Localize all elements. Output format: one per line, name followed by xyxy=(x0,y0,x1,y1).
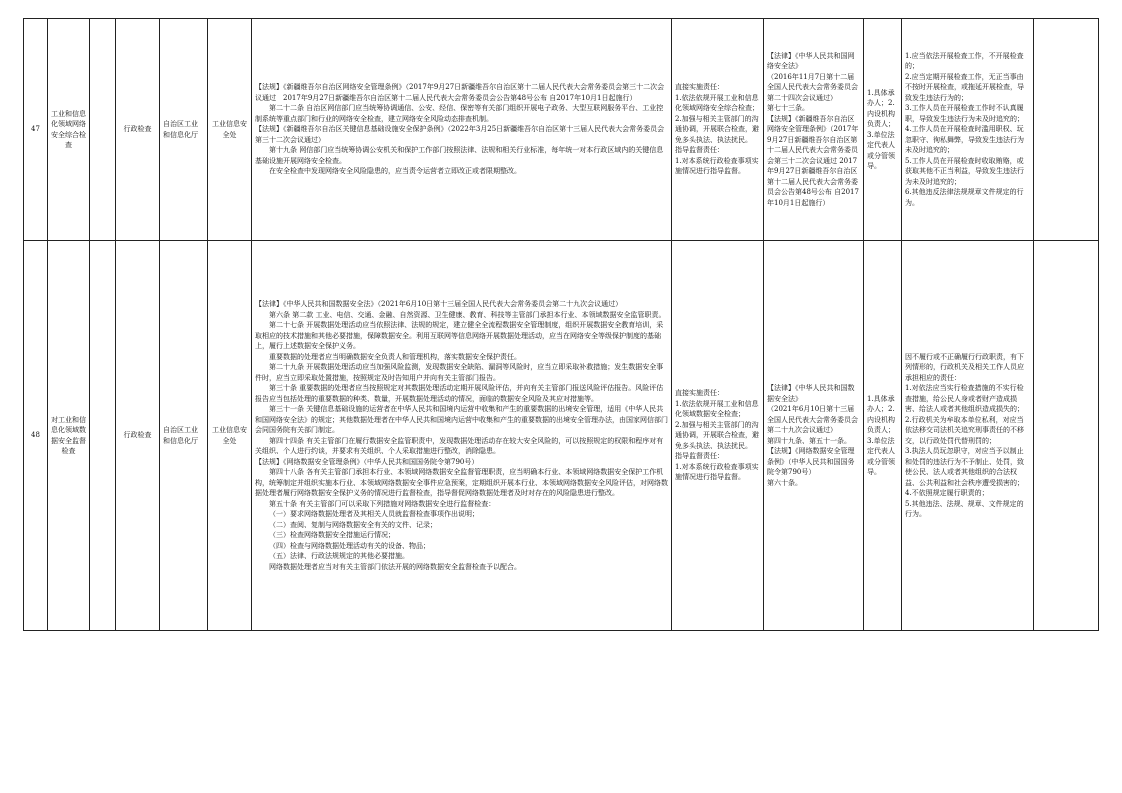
accountability-line: 3.执法人员玩忽职守，对应当予以制止和处罚的违法行为不予制止、处罚，致使公民、法人或者其他组织的合法权益、公共利益和社会秩序遭受损害的； xyxy=(905,447,1024,487)
duty-line: 直接实施责任： xyxy=(675,389,724,398)
duty-basis-line: 【法规】《网络数据安全管理条例》（中华人民共和国国务院令第790号） xyxy=(767,447,855,476)
responsibility xyxy=(672,19,764,241)
accountability-line: 2.应当定期开展检查工作，无正当事由不按时开展检查，或拖延开展检查，导致发生违法行为的； xyxy=(905,72,1024,102)
table-row xyxy=(24,241,1099,631)
sub-item xyxy=(90,19,116,241)
accountability-line: 1.对依法应当实行检查措施的不实行检查措施，给公民人身或者财产造成损害、给法人或者其他组织造成损失的； xyxy=(905,384,1024,413)
accountability-line: 6.其他违反法律法规规章文件规定的行为。 xyxy=(905,188,1024,207)
basis-paragraph: 第十九条 网信部门应当统筹协调公安机关和保护工作部门按照法律、法规和相关行业标准，每年统一对本行政区域内的关键信息基础设施开展网络安全检查。 xyxy=(255,146,664,165)
responsible-dept: 工业信息安全处 xyxy=(208,241,252,631)
duty-basis-line: 第四十九条、第五十一条。 xyxy=(767,436,851,445)
basis-paragraph: （五）法律、行政法规规定的其他必要措施。 xyxy=(269,552,409,560)
table-row xyxy=(24,19,1099,241)
duty-basis xyxy=(764,241,864,631)
duty-line: 2.加强与相关主管部门的沟通协调，开展联合检查，避免多头执法、执法扰民。 xyxy=(675,420,759,450)
item-name: 工业和信息化领域网络安全综合检查 xyxy=(48,19,90,241)
duty-line: 1.对本系统行政检查事项实施情况进行指导监督。 xyxy=(675,156,759,176)
basis-paragraph: 第二十九条 开展数据处理活动应当加强风险监测，发现数据安全缺陷、漏洞等风险时，应当立即采取补救措施；发生数据安全事件时，应当立即采取处置措施，按照规定及时告知用户并向有关主管部门报告。 xyxy=(255,363,664,382)
basis-paragraph: 第三十条 重要数据的处理者应当按照规定对其数据处理活动定期开展风险评估，并向有关主管部门报送风险评估报告。风险评估报告应当包括处理的重要数据的种类、数量，开展数据处理活动的情况，面临的数据安全风险及其应对措施等。 xyxy=(255,384,664,403)
duty-line: 1.对本系统行政检查事项实施情况进行指导监督。 xyxy=(675,462,759,482)
sub-item xyxy=(90,241,116,631)
basis-paragraph: 第三十一条 关键信息基础设施的运营者在中华人民共和国境内运营中收集和产生的重要数据的出境安全管理，适用《中华人民共和国网络安全法》的规定；其他数据处理者在中华人民共和国境内运营中收集和产生的重要数据的出境安全管理办法，由国家网信部门会同国务院有关部门制定。 xyxy=(255,405,668,434)
basis-paragraph: 第二十二条 自治区网信部门应当统筹协调通信、公安、经信、保密等有关部门组织开展电子政务、大型互联网服务平台、工业控制系统等重点部门和行业的网络安全检查，建立网络安全风险动态排查机制。 xyxy=(255,104,664,123)
accountability-line: 3.工作人员在开展检查工作时不认真履职，导致发生违法行为未及时追究的； xyxy=(905,104,1024,123)
remark xyxy=(1034,19,1099,241)
duty-line: 1.依法依规开展工业和信息化领域网络安全综合检查； xyxy=(675,93,759,113)
basis-paragraph: 第二十七条 开展数据处理活动应当依照法律、法规的规定，建立健全全流程数据安全管理制度，组织开展数据安全教育培训，采取相应的技术措施和其他必要措施，保障数据安全。利用互联网等信息网络开展数据处理活动，应当在网络安全等级保护制度的基础上，履行上述数据安全保护义务。 xyxy=(255,321,664,350)
basis-paragraph: 第四十四条 有关主管部门在履行数据安全监管职责中，发现数据处理活动存在较大安全风险的，可以按照规定的权限和程序对有关组织、个人进行约谈，并要求有关组织、个人采取措施进行整改，消除隐患。 xyxy=(255,436,664,455)
basis-paragraph: （二）查阅、复制与网络数据安全有关的文件、记录； xyxy=(269,520,437,529)
basis-paragraph: 第六条 第二款 工业、电信、交通、金融、自然资源、卫生健康、教育、科技等主管部门承担本行业、本领域数据安全监管职责。 xyxy=(269,310,666,319)
duty-basis-line: 【法律】《中华人民共和国数据安全法》 xyxy=(767,384,855,403)
basis-paragraph: 网络数据处理者应当对有关主管部门依法开展的网络数据安全监督检查予以配合。 xyxy=(269,562,521,571)
accountability-line: 2.行政机关为牟取本单位私利，对应当依法移交司法机关追究刑事责任的不移交，以行政处罚代替刑罚的； xyxy=(905,415,1024,445)
basis-paragraph: （三）检查网络数据安全措施运行情况； xyxy=(269,531,395,539)
basis-paragraph: 【法规】《网络数据安全管理条例》（中华人民共和国国务院令第790号） xyxy=(255,457,479,466)
duty-basis-line: 第六十条。 xyxy=(767,478,802,487)
power-type: 行政检查 xyxy=(116,241,160,631)
duty-line: 指导监督责任： xyxy=(675,452,724,461)
basis-paragraph: 第五十条 有关主管部门可以采取下列措施对网络数据安全进行监督检查： xyxy=(269,499,496,508)
implementing-org: 自治区工业和信息化厅 xyxy=(160,241,208,631)
duty-basis xyxy=(764,19,864,241)
accountability xyxy=(902,241,1034,631)
row-number: 48 xyxy=(24,241,48,631)
implementing-org: 自治区工业和信息化厅 xyxy=(160,19,208,241)
basis-paragraph: 在安全检查中发现网络安全风险隐患的，应当责令运营者立即改正或者限期整改。 xyxy=(269,167,521,176)
basis-paragraph: 重要数据的处理者应当明确数据安全负责人和管理机构，落实数据安全保护责任。 xyxy=(269,352,521,361)
basis-paragraph: （四）检查与网络数据处理活动有关的设备、物品； xyxy=(269,541,430,550)
duty-basis-line: 【法律】《中华人民共和国网络安全法》 xyxy=(767,51,855,71)
responsibility-table xyxy=(23,18,1099,631)
duty-basis-line: 【法规】《新疆维吾尔自治区网络安全管理条例》（2017年9月27日新疆维吾尔自治区第十二届人民代表大会常务委员会第三十二次会议通过 2017年9月27日新疆维吾尔自治区第十二届人民代表大会常务委员会公告第48号公布 自2017年10月1日起施行） xyxy=(767,114,859,207)
duty-basis-line: 第七十三条。 xyxy=(767,104,809,113)
responsible-subject: 1.具体承办人；2.内设机构负责人；3.单位法定代表人或分管领导。 xyxy=(864,19,902,241)
basis-paragraph: 【法律】《中华人民共和国数据安全法》（2021年6月10日第十三届全国人民代表大会常务委员会第二十九次会议通过） xyxy=(255,300,623,308)
duty-line: 指导监督责任： xyxy=(675,146,724,155)
remark xyxy=(1034,241,1099,631)
accountability-line: 4.不依照规定履行职责的； xyxy=(905,489,989,497)
power-type: 行政检查 xyxy=(116,19,160,241)
legal-basis xyxy=(252,241,672,631)
accountability-line: 1.应当依法开展检查工作，不开展检查的； xyxy=(905,51,1024,71)
responsibility xyxy=(672,241,764,631)
item-name: 对工业和信息化领域数据安全监督检查 xyxy=(48,241,90,631)
accountability xyxy=(902,19,1034,241)
responsible-dept: 工业信息安全处 xyxy=(208,19,252,241)
basis-paragraph: 第四十八条 各有关主管部门承担本行业、本领域网络数据安全监督管理职责，应当明确本行业、本领域网络数据安全保护工作机构，统筹制定并组织实施本行业、本领域网络数据安全事件应急预案，定期组织开展本行业、本领域网络数据安全风险评估，对网络数据处理者履行网络数据安全保护义务的情况进行监督检查，指导督促网络数据处理者及时对存在的风险隐患进行整改。 xyxy=(255,468,668,497)
basis-paragraph: 【法规】《新疆维吾尔自治区关键信息基础设施安全保护条例》（2022年3月25日新疆维吾尔自治区第十三届人民代表大会常务委员会第三十二次会议通过） xyxy=(255,125,665,144)
duty-line: 2.加强与相关主管部门的沟通协调，开展联合检查，避免多头执法、执法扰民。 xyxy=(675,114,759,144)
accountability-line: 4.工作人员在开展检查时滥用职权、玩忽职守、徇私舞弊，导致发生违法行为未及时追究的； xyxy=(905,125,1024,155)
accountability-line: 5.工作人员在开展检查时收取贿赂，或获取其他不正当利益，导致发生违法行为未及时追究的； xyxy=(905,156,1024,186)
legal-basis xyxy=(252,19,672,241)
basis-paragraph: 【法规】《新疆维吾尔自治区网络安全管理条例》（2017年9月27日新疆维吾尔自治区第十二届人民代表大会常务委员会第三十二次会议通过 2017年9月27日新疆维吾尔自治区第十二届人民代表大会常务委员会公告第48号公布 自2017年10月1日起施行） xyxy=(255,83,665,102)
duty-line: 1.依法依规开展工业和信息化领域数据安全检查； xyxy=(675,399,759,419)
basis-paragraph: （一）要求网络数据处理者及其相关人员就监督检查事项作出说明； xyxy=(269,510,479,518)
duty-basis-line: （2016年11月7日第十二届全国人民代表大会常务委员会第二十四次会议通过） xyxy=(767,72,858,102)
row-number: 47 xyxy=(24,19,48,241)
accountability-line: 5.其他违法、法规、规章、文件规定的行为。 xyxy=(905,499,1024,518)
responsible-subject: 1.具体承办人；2.内设机构负责人；3.单位法定代表人或分管领导。 xyxy=(864,241,902,631)
duty-line: 直接实施责任： xyxy=(675,83,724,92)
duty-basis-line: （2021年6月10日第十三届全国人民代表大会常务委员会第二十九次会议通过） xyxy=(767,405,858,434)
accountability-line: 因不履行或不正确履行行政职责，有下列情形的，行政机关及相关工作人员应承担相应的责任： xyxy=(905,352,1024,382)
